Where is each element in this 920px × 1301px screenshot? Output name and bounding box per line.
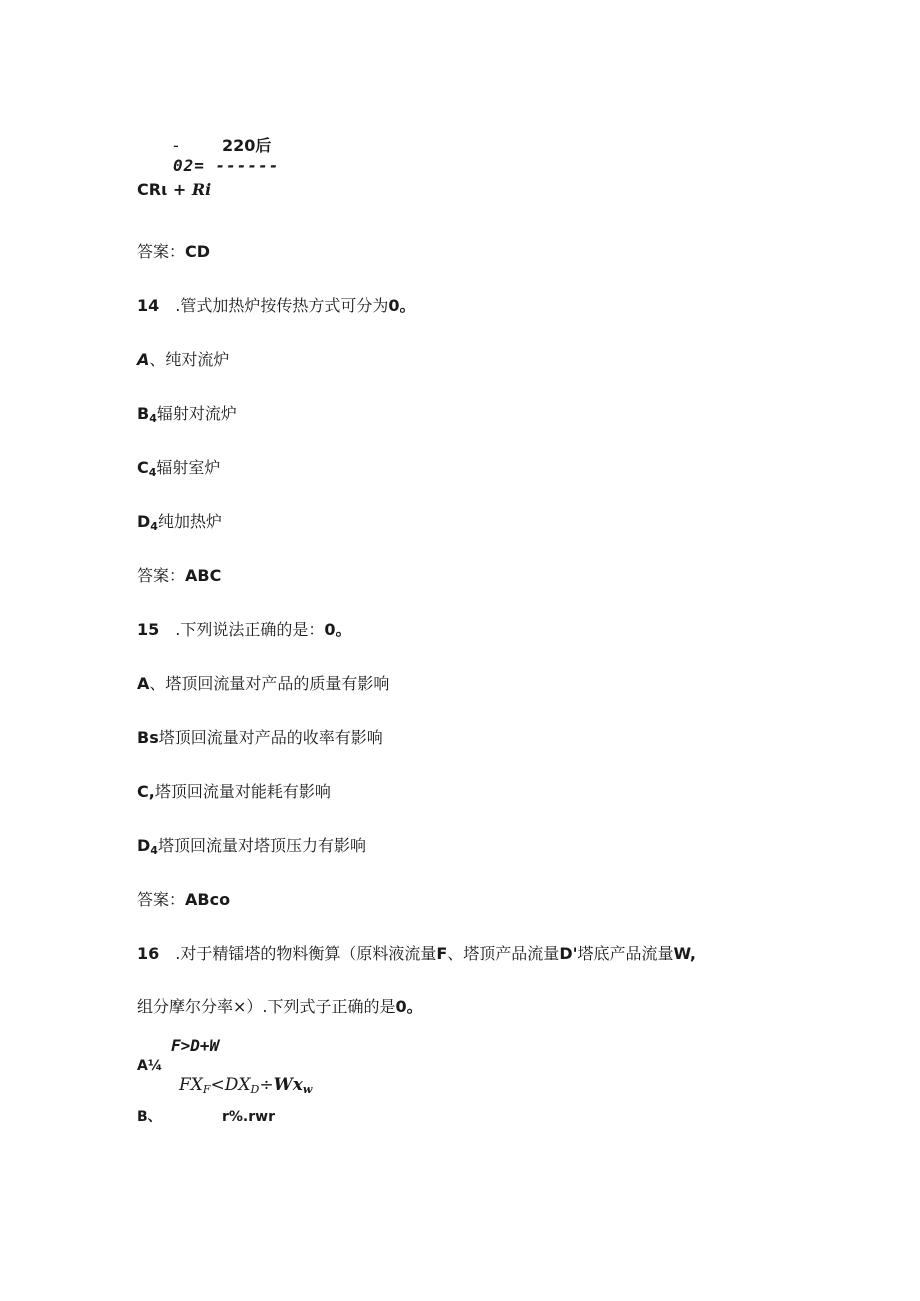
answer-value: ABco [185, 890, 231, 909]
question-text-d: 组分摩尔分率×）.下列式子正确的是 [137, 997, 396, 1016]
option-sep: 、 [149, 350, 166, 369]
option-text: 纯对流炉 [165, 350, 230, 369]
q14-option-d [137, 512, 222, 537]
q16-option-b-formula [179, 1075, 312, 1100]
q13-answer [137, 242, 210, 262]
option-sep: s [149, 728, 159, 747]
formula-sub-w: w [302, 1083, 313, 1096]
question-paren: 0。 [324, 620, 352, 639]
question-paren: 0。 [395, 997, 423, 1016]
formula-line2: 02= ------ [173, 156, 280, 175]
answer-value: ABC [185, 566, 222, 585]
answer-label: 答案： [137, 566, 186, 585]
option-text: 塔顶回流量对产品的质量有影响 [165, 674, 390, 693]
answer-value: CD [185, 242, 211, 261]
q15-option-c [137, 782, 331, 802]
answer-label: 答案： [137, 242, 186, 261]
q16-question-line1 [137, 944, 696, 964]
question-paren: 0。 [388, 296, 416, 315]
answer-label: 答案： [137, 890, 186, 909]
q15-option-a [137, 674, 389, 694]
option-text: 塔顶回流量对能耗有影响 [154, 782, 331, 801]
option-label: D [137, 512, 151, 531]
option-text: 塔顶回流量对塔顶压力有影响 [157, 836, 366, 855]
option-sep: 4 [150, 520, 158, 533]
formula-line3-a: CRι + [137, 180, 192, 199]
option-sep: 4 [148, 466, 157, 479]
var-w: W, [673, 944, 696, 963]
formula-dash: - [173, 136, 179, 155]
formula-line3 [137, 180, 211, 200]
formula-fx: FX [179, 1075, 203, 1095]
option-label: A [137, 674, 150, 693]
q15-answer [137, 890, 230, 910]
question-number: 15 [137, 620, 160, 639]
option-text: 辐射对流炉 [156, 404, 237, 423]
formula-value: 220后 [222, 136, 272, 155]
var-d: D' [559, 944, 578, 963]
option-label: C [137, 458, 149, 477]
option-sep: , [148, 782, 155, 801]
question-text-c: 塔底产品流量 [577, 944, 674, 963]
option-text: 纯加热炉 [157, 512, 222, 531]
q14-option-b [137, 404, 237, 429]
q16-option-a-formula: F>D+W [171, 1036, 220, 1055]
option-label: B [137, 404, 150, 423]
option-label: B [137, 728, 150, 747]
formula-sub-f: F [202, 1083, 211, 1096]
q14-question [137, 296, 416, 316]
option-sep: 、 [149, 674, 166, 693]
formula-wx: Wx [273, 1075, 303, 1095]
q15-option-d [137, 836, 366, 861]
q14-option-a [137, 350, 229, 370]
option-sep: 4 [149, 412, 157, 425]
var-f: F [436, 944, 448, 963]
question-text: .下列说法正确的是： [175, 620, 325, 639]
q16-question-line2 [137, 997, 423, 1017]
formula-div: ÷ [259, 1075, 274, 1095]
q15-option-b [137, 728, 383, 748]
question-number: 14 [137, 296, 160, 315]
q14-answer [137, 566, 221, 586]
option-text: 辐射室炉 [156, 458, 221, 477]
option-label: A [137, 350, 150, 369]
q14-option-c [137, 458, 220, 483]
q15-question [137, 620, 352, 640]
option-label: D [137, 836, 151, 855]
option-label: C [137, 782, 149, 801]
question-text: .管式加热炉按传热方式可分为 [175, 296, 389, 315]
question-text-b: 、塔顶产品流量 [447, 944, 560, 963]
formula-sub-d: D [250, 1083, 260, 1096]
q16-option-b-tail: r%.rwr [222, 1109, 275, 1125]
question-text-a: .对于精镭塔的物料衡算（原料液流量 [175, 944, 437, 963]
formula-line3-b: Ri [191, 180, 212, 199]
formula-dx: <DX [210, 1075, 251, 1095]
q16-option-b-label: B、 [137, 1109, 162, 1125]
option-sep: 4 [150, 844, 158, 857]
option-text: 塔顶回流量对产品的收率有影响 [158, 728, 383, 747]
question-number: 16 [137, 944, 160, 963]
q16-option-a-label: A¼ [137, 1058, 163, 1074]
